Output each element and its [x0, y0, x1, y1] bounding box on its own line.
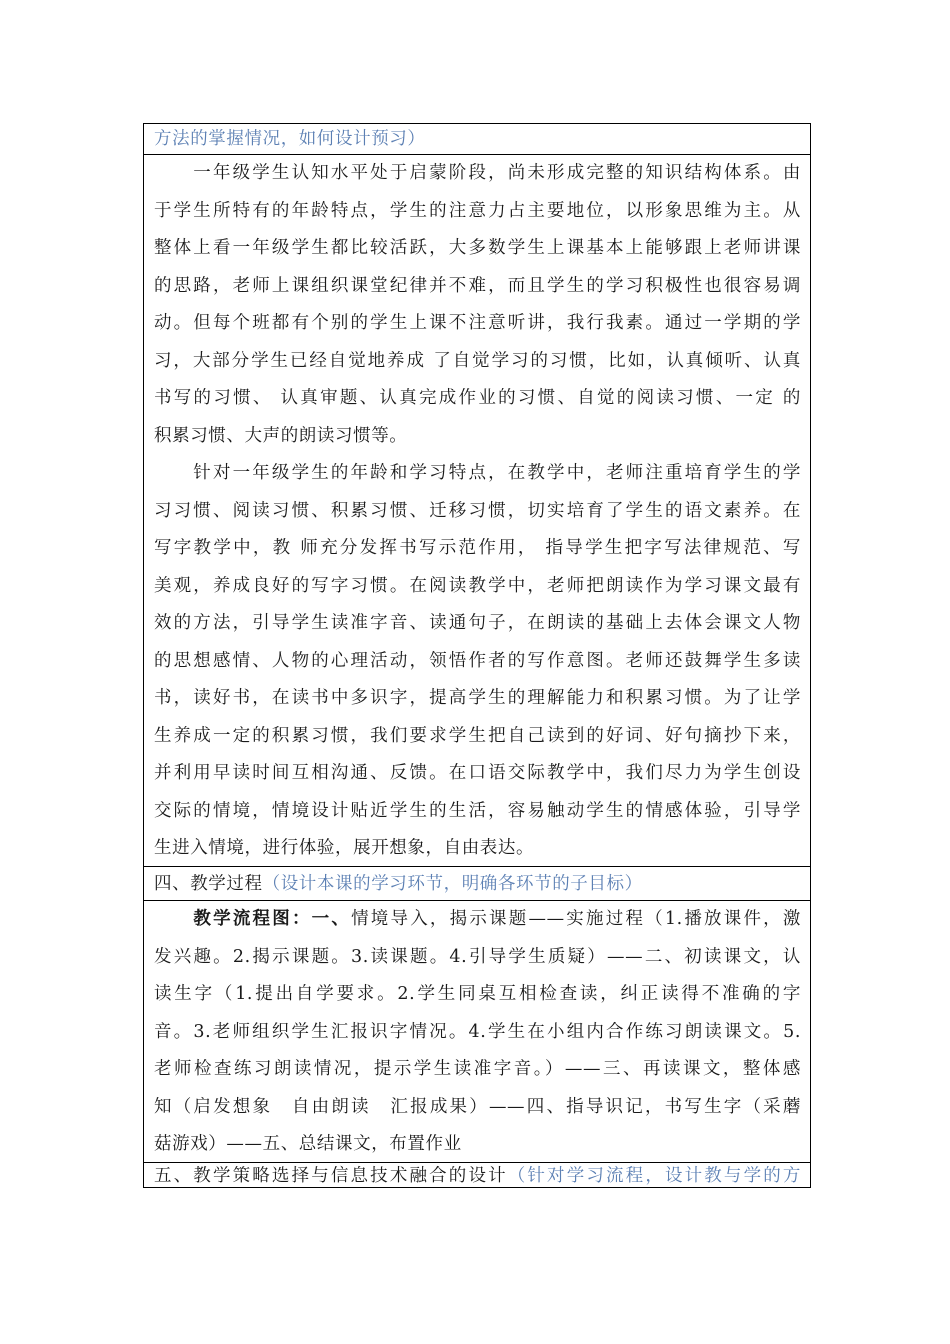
lesson-plan-table	[143, 123, 811, 1188]
learner-analysis-line: 书，读好书，在读书中多识字，提高学生的理解能力和积累习惯。为了让学	[154, 688, 801, 708]
table-row-preview-method	[144, 124, 810, 155]
strategy-heading: 五、教学策略选择与信息技术融合的设计	[154, 1166, 508, 1186]
teaching-flow-line: 老师检查练习朗读情况，提示学生读准字音。）——三、再读课文，整体感	[154, 1059, 801, 1079]
teaching-process-heading: 四、教学过程	[154, 874, 263, 894]
learner-analysis-line: 整体上看一年级学生都比较活跃，大多数学生上课基本上能够跟上老师讲课	[154, 238, 801, 258]
learner-analysis-text	[144, 155, 810, 868]
preview-method-note: 方法的掌握情况，如何设计预习）	[154, 129, 426, 149]
learner-analysis-line: 并利用早读时间互相沟通、反馈。在口语交际教学中，我们尽力为学生创设	[154, 763, 801, 783]
learner-analysis-line: 习，大部分学生已经自觉地养成 了自觉学习的习惯，比如，认真倾听、认真	[154, 350, 801, 371]
table-row-teaching-process	[144, 867, 810, 901]
learner-analysis-line: 的思想感情、人物的心理活动，领悟作者的写作意图。老师还鼓舞学生多读	[154, 650, 801, 671]
teaching-flow-first-text: 情境导入，揭示课题——实施过程（1.播放课件，激	[351, 909, 801, 929]
learner-analysis-line: 动。但每个班都有个别的学生上课不注意听讲，我行我素。通过一学期的学	[154, 313, 801, 333]
strategy-note: （针对学习流程，设计教与学的方	[507, 1166, 801, 1186]
learner-analysis-line: 效的方法，引导学生读准字音、读通句子，在朗读的基础上去体会课文人物	[154, 613, 801, 633]
teaching-flow-label: 教学流程图：一、	[154, 909, 352, 929]
teaching-flow-line: 菇游戏）——五、总结课文，布置作业	[154, 1134, 462, 1154]
learner-analysis-line: 的思路，老师上课组织课堂纪律并不难，而且学生的学习积极性也很容易调	[154, 275, 801, 296]
learner-analysis-line: 针对一年级学生的年龄和学习特点，在教学中，老师注重培育学生的学	[154, 463, 801, 483]
teaching-flow-line: 读生字（1.提出自学要求。2.学生同桌互相检查读，纠正读得不准确的字	[154, 984, 801, 1004]
teaching-flow-first-line	[154, 901, 801, 939]
learner-analysis-line: 书写的习惯、 认真审题、认真完成作业的习惯、自觉的阅读习惯、一定 的	[154, 388, 801, 408]
strategy-header	[144, 1163, 810, 1189]
learner-analysis-line: 写字教学中，教 师充分发挥书写示范作用， 指导学生把字写法律规范、写	[154, 538, 801, 558]
learner-analysis-line: 积累习惯、大声的朗读习惯等。	[154, 425, 408, 446]
teaching-flow-line: 知（启发想象 自由朗读 汇报成果）——四、指导识记，书写生字（采蘑	[154, 1096, 801, 1117]
learner-analysis-line: 生进入情境，进行体验，展开想象，自由表达。	[154, 838, 535, 858]
teaching-process-header	[144, 867, 810, 901]
table-row-teaching-flow	[144, 901, 810, 1163]
teaching-flow-text	[144, 901, 810, 1164]
table-row-strategy	[144, 1163, 810, 1189]
learner-analysis-line: 交际的情境，情境设计贴近学生的生活，容易触动学生的情感体验，引导学	[154, 800, 801, 821]
learner-analysis-line: 于学生所特有的年龄特点，学生的注意力占主要地位，以形象思维为主。从	[154, 200, 801, 221]
learner-analysis-line: 美观，养成良好的写字习惯。在阅读教学中，老师把朗读作为学习课文最有	[154, 575, 801, 596]
teaching-flow-line: 发兴趣。2.揭示课题。3.读课题。4.引导学生质疑）——二、初读课文，认	[154, 946, 801, 967]
teaching-process-note: （设计本课的学习环节，明确各环节的子目标）	[262, 874, 643, 894]
learner-analysis-line: 习习惯、阅读习惯、积累习惯、迁移习惯，切实培育了学生的语文素养。在	[154, 500, 801, 521]
teaching-flow-line: 音。3.老师组织学生汇报识字情况。4.学生在小组内合作练习朗读课文。5.	[154, 1021, 801, 1042]
table-row-learner-analysis	[144, 155, 810, 867]
learner-analysis-line: 一年级学生认知水平处于启蒙阶段，尚未形成完整的知识结构体系。由	[154, 163, 801, 183]
learner-analysis-line: 生养成一定的积累习惯，我们要求学生把自己读到的好词、好句摘抄下来，	[154, 725, 801, 746]
